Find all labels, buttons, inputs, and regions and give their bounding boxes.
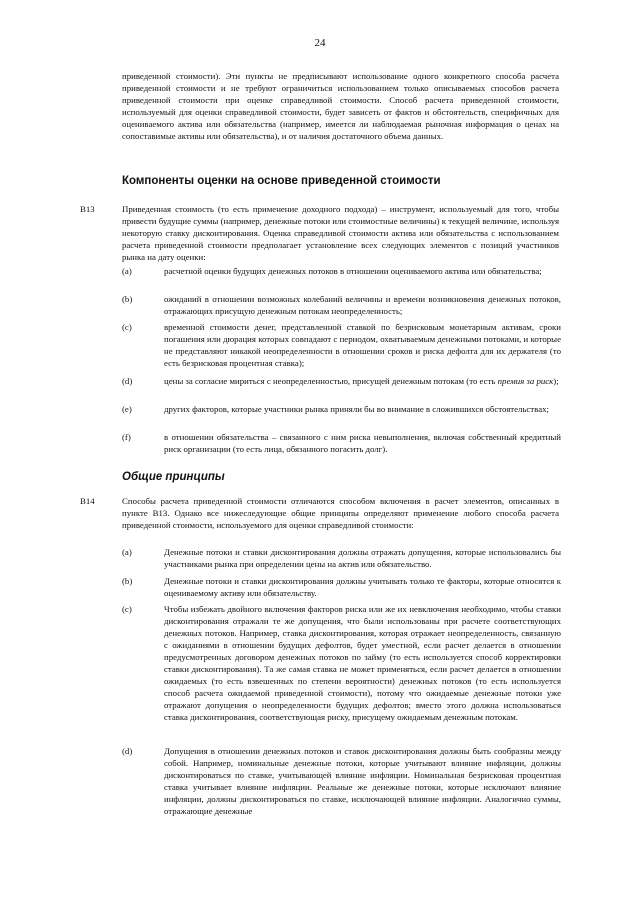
section-heading-general-principles: Общие принципы: [122, 471, 225, 483]
list-item-text: расчетной оценки будущих денежных потоков в отношении оцениваемого актива или обязательства;: [164, 266, 542, 276]
list-item-text-italic: премия за риск: [497, 376, 554, 386]
list-item-text: в отношении обязательства – связанного с ним риска невыполнения, включая собственный кредитный риск организации (то есть лица, обязанного погасить долг).: [164, 432, 561, 454]
list-item-text: Денежные потоки и ставки дисконтирования должны учитывать только те факторы, которые относятся к оцениваемому активу или обязательству.: [164, 576, 561, 598]
paragraph-b13: Приведенная стоимость (то есть применение доходного подхода) – инструмент, используемый для того, чтобы привести будущие суммы (например, денежные потоки или стоимостные величины) к текущей величине, используя некоторую ставку дисконтирования. Оценка справедливой стоимости актива или обязательства с использованием расчета приведенной стоимости предполагает установление всех следующих элементов с позиций участников рынка на дату оценки:: [122, 204, 559, 262]
list-item-letter: (a): [122, 266, 132, 276]
list-item-text-main: цены за согласие мириться с неопределенностью, присущей денежным потокам (то есть: [164, 376, 496, 386]
list-item-letter: (d): [122, 746, 133, 756]
list-item-text: Чтобы избежать двойного включения факторов риска или же их невключения необходимо, чтобы ставки дисконтирования отражали те же допущения, что были использованы при расчете соответствующих денежных потоков. Например, ставка дисконтирования, которая отражает неопределенность, связанную с ожиданиями в отношении будущих дефолтов, будет уместной, если расчет делается в отношении предусмотренных договором денежных потоков по займу (то есть используется способ корректировки ставки дисконтирования). Та же самая ставка не может применяться, если расчет делается в отношении ожидаемых (то есть взвешенных по степени вероятности) денежных потоков (то есть используется способ расчета ожидаемой приведенной стоимости), потому что ожидаемые денежные потоки уже отражают допущения о неопределенности будущих дефолтов; вместо этого должна использоваться ставка дисконтирования, соответствующая риску, присущему ожидаемым денежным потокам.: [164, 604, 561, 722]
list-item-letter: (f): [122, 432, 131, 442]
list-item-letter: (a): [122, 547, 132, 557]
paragraph-number-b14: B14: [80, 496, 95, 506]
list-item-text-tail: );: [553, 376, 559, 386]
list-item-letter: (e): [122, 404, 132, 414]
list-item-letter: (b): [122, 294, 133, 304]
intro-paragraph: приведенной стоимости). Эти пункты не предписывают использование одного конкретного способа расчета приведенной стоимости и не требуют ограничиться использованием только описываемых способов расчета приведенной стоимости при оценке справедливой стоимости. Способ расчета приведенной стоимости, используемый для оценки справедливой стоимости, будет зависеть от фактов и обстоятельств, специфичных для оцениваемого актива или обязательства (например, имеется ли наблюдаемая рыночная информация о ценах на сопоставимые активы или обязательства), и от наличия достаточного объема данных.: [122, 71, 559, 141]
list-item-letter: (c): [122, 322, 132, 332]
section-heading-components: Компоненты оценки на основе приведенной стоимости: [122, 175, 441, 187]
list-item-text: Денежные потоки и ставки дисконтирования должны отражать допущения, которые использовались бы участниками рынка при определении цены на актив или обязательство.: [164, 547, 561, 569]
paragraph-number-b13: B13: [80, 204, 95, 214]
list-item-text: других факторов, которые участники рынка приняли бы во внимание в сложившихся обстоятельствах;: [164, 404, 549, 414]
paragraph-b14: Способы расчета приведенной стоимости отличаются способом включения в расчет элементов, описанных в пункте B13. Однако все нижеследующие общие принципы определяют применение любого способа расчета приведенной стоимости, используемого для оценки справедливой стоимости:: [122, 496, 559, 530]
list-item-text: [164, 375, 561, 387]
list-item-text: Допущения в отношении денежных потоков и ставок дисконтирования должны быть сообразны между собой. Например, номинальные денежные потоки, которые учитывают влияние инфляции, должны дисконтироваться по ставке, учитывающей влияние инфляции. Номинальная безрисковая процентная ставка учитывает влияние инфляции. Реальные же денежные потоки, которые исключают влияние инфляции, должны дисконтироваться по ставке, исключающей влияние инфляции. Аналогично суммы, отражающие денежные: [164, 746, 561, 816]
page-number: 24: [314, 37, 326, 49]
list-item-letter: (c): [122, 604, 132, 614]
list-item-letter: (b): [122, 576, 133, 586]
list-item-text: временной стоимости денег, представленной ставкой по безрисковым монетарным активам, сроки погашения или дюрация которых совпадают с периодом, охватываемым денежными потоками, и которые не представляют никакой неопределенности в отношении сроков и риска дефолта для их держателя (то есть безрисковая процентная ставка);: [164, 322, 561, 368]
list-item-letter: (d): [122, 376, 133, 386]
list-item-text: ожиданий в отношении возможных колебаний величины и времени возникновения денежных потоков, отражающих присущую денежным потокам неопределенность;: [164, 294, 561, 316]
